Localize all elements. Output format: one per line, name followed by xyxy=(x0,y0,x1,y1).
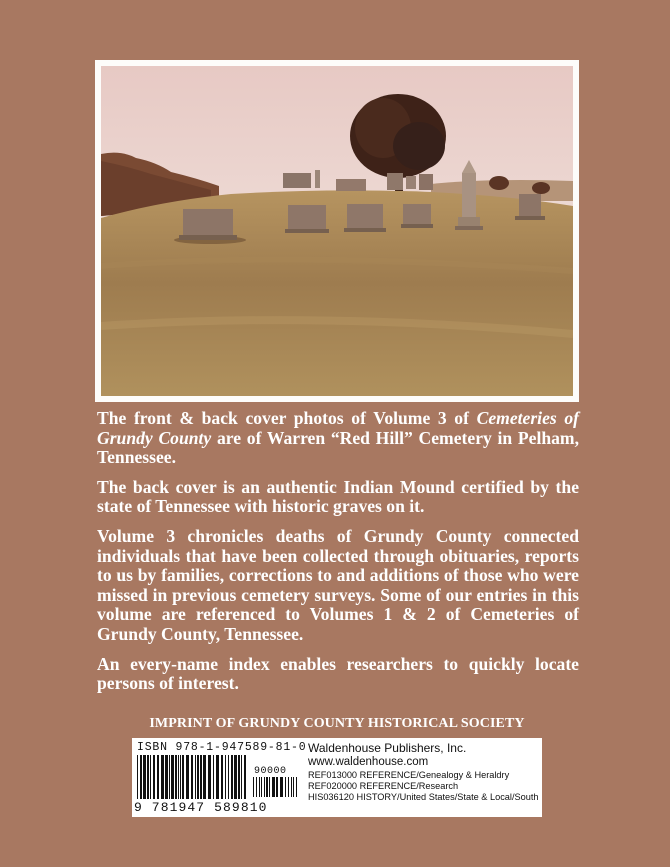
bisac-category-1: REF013000 REFERENCE/Genealogy & Heraldry xyxy=(308,770,510,780)
barcode-bar xyxy=(259,777,260,797)
barcode-bar xyxy=(165,755,168,799)
barcode-bar xyxy=(266,777,268,797)
barcode-digits: 9 781947 589810 xyxy=(134,800,268,815)
barcode-bar xyxy=(285,777,286,797)
barcode-bar xyxy=(276,777,278,797)
publisher-name: Waldenhouse Publishers, Inc. xyxy=(308,741,467,755)
cemetery-hill-photo xyxy=(101,66,573,396)
barcode-bar xyxy=(280,777,283,797)
barcode-bar xyxy=(272,777,275,797)
isbn-barcode xyxy=(136,755,248,799)
barcode-bar xyxy=(234,755,237,799)
barcode-bar xyxy=(161,755,164,799)
barcode-bar xyxy=(244,755,246,799)
publisher-info xyxy=(308,741,539,803)
paragraph-index: An every-name index enables researchers to quickly locate persons of interest. xyxy=(97,653,579,694)
barcode-bar xyxy=(143,755,146,799)
barcode-bar xyxy=(288,777,289,797)
barcode-bar xyxy=(203,755,206,799)
barcode-bar xyxy=(264,777,265,797)
barcode-bar xyxy=(228,755,229,799)
publisher-website: www.waldenhouse.com xyxy=(308,756,429,768)
barcode-bar xyxy=(169,755,170,799)
barcode-bar xyxy=(225,755,226,799)
bisac-category-3: HIS036120 HISTORY/United States/State & Local/South xyxy=(308,792,539,802)
barcode-bar xyxy=(186,755,189,799)
barcode-bar xyxy=(241,755,242,799)
barcode-bar xyxy=(208,755,211,799)
barcode-bar xyxy=(140,755,142,799)
barcode-bar xyxy=(291,777,292,797)
barcode-bar xyxy=(137,755,138,799)
price-barcode xyxy=(252,777,300,797)
p1-text-b: are of Warren “Red Hill” Cemetery in Pelham, Tennessee. xyxy=(97,427,579,468)
barcode-bar xyxy=(293,777,294,797)
book-title-italic: Cemeteries of Grundy County xyxy=(97,408,579,448)
barcode-bar xyxy=(261,777,262,797)
barcode-bar xyxy=(213,755,214,799)
barcode-bar xyxy=(153,755,155,799)
barcode-bar xyxy=(253,777,254,797)
barcode-bar xyxy=(171,755,174,799)
barcode-bar xyxy=(296,777,297,797)
p1-text-a: The front & back cover photos of Volume 3 of xyxy=(97,408,477,428)
paragraph-volume-contents: Volume 3 chronicles deaths of Grundy County connected individuals that have been collected through obituaries, reports to us by families, corrections to and additions of those who were missed in previous cemetery surveys. Some of our entries in this volume are referenced to Volumes 1 & 2 of Cemeteries of Grundy County, Tennessee. xyxy=(97,525,579,644)
cover-photo-frame xyxy=(95,60,579,402)
barcode-bar xyxy=(216,755,219,799)
paragraph-indian-mound: The back cover is an authentic Indian Mound certified by the state of Tennessee with historic graves on it. xyxy=(97,476,579,517)
barcode-bar xyxy=(197,755,199,799)
barcode-bar xyxy=(238,755,240,799)
barcode-bar xyxy=(175,755,177,799)
barcode-bar xyxy=(191,755,193,799)
barcode-bar xyxy=(200,755,202,799)
bisac-category-2: REF020000 REFERENCE/Research xyxy=(308,781,459,791)
barcode-bar xyxy=(178,755,179,799)
description-blurb xyxy=(97,409,579,704)
barcode-bar xyxy=(182,755,184,799)
imprint-line: IMPRINT OF GRUNDY COUNTY HISTORICAL SOCIETY xyxy=(149,716,525,731)
paragraph-cover-photos xyxy=(97,409,579,468)
barcode-bar xyxy=(231,755,233,799)
barcode-bar xyxy=(150,755,151,799)
isbn-barcode-box xyxy=(132,738,542,817)
barcode-bar xyxy=(256,777,257,797)
price-code: 90000 xyxy=(254,766,287,777)
barcode-bar xyxy=(195,755,196,799)
barcode-bar xyxy=(221,755,223,799)
barcode-bar xyxy=(157,755,159,799)
barcode-bar xyxy=(269,777,270,797)
barcode-bar xyxy=(147,755,149,799)
barcode-bar xyxy=(180,755,181,799)
isbn-number: ISBN 978-1-947589-81-0 xyxy=(137,741,307,754)
